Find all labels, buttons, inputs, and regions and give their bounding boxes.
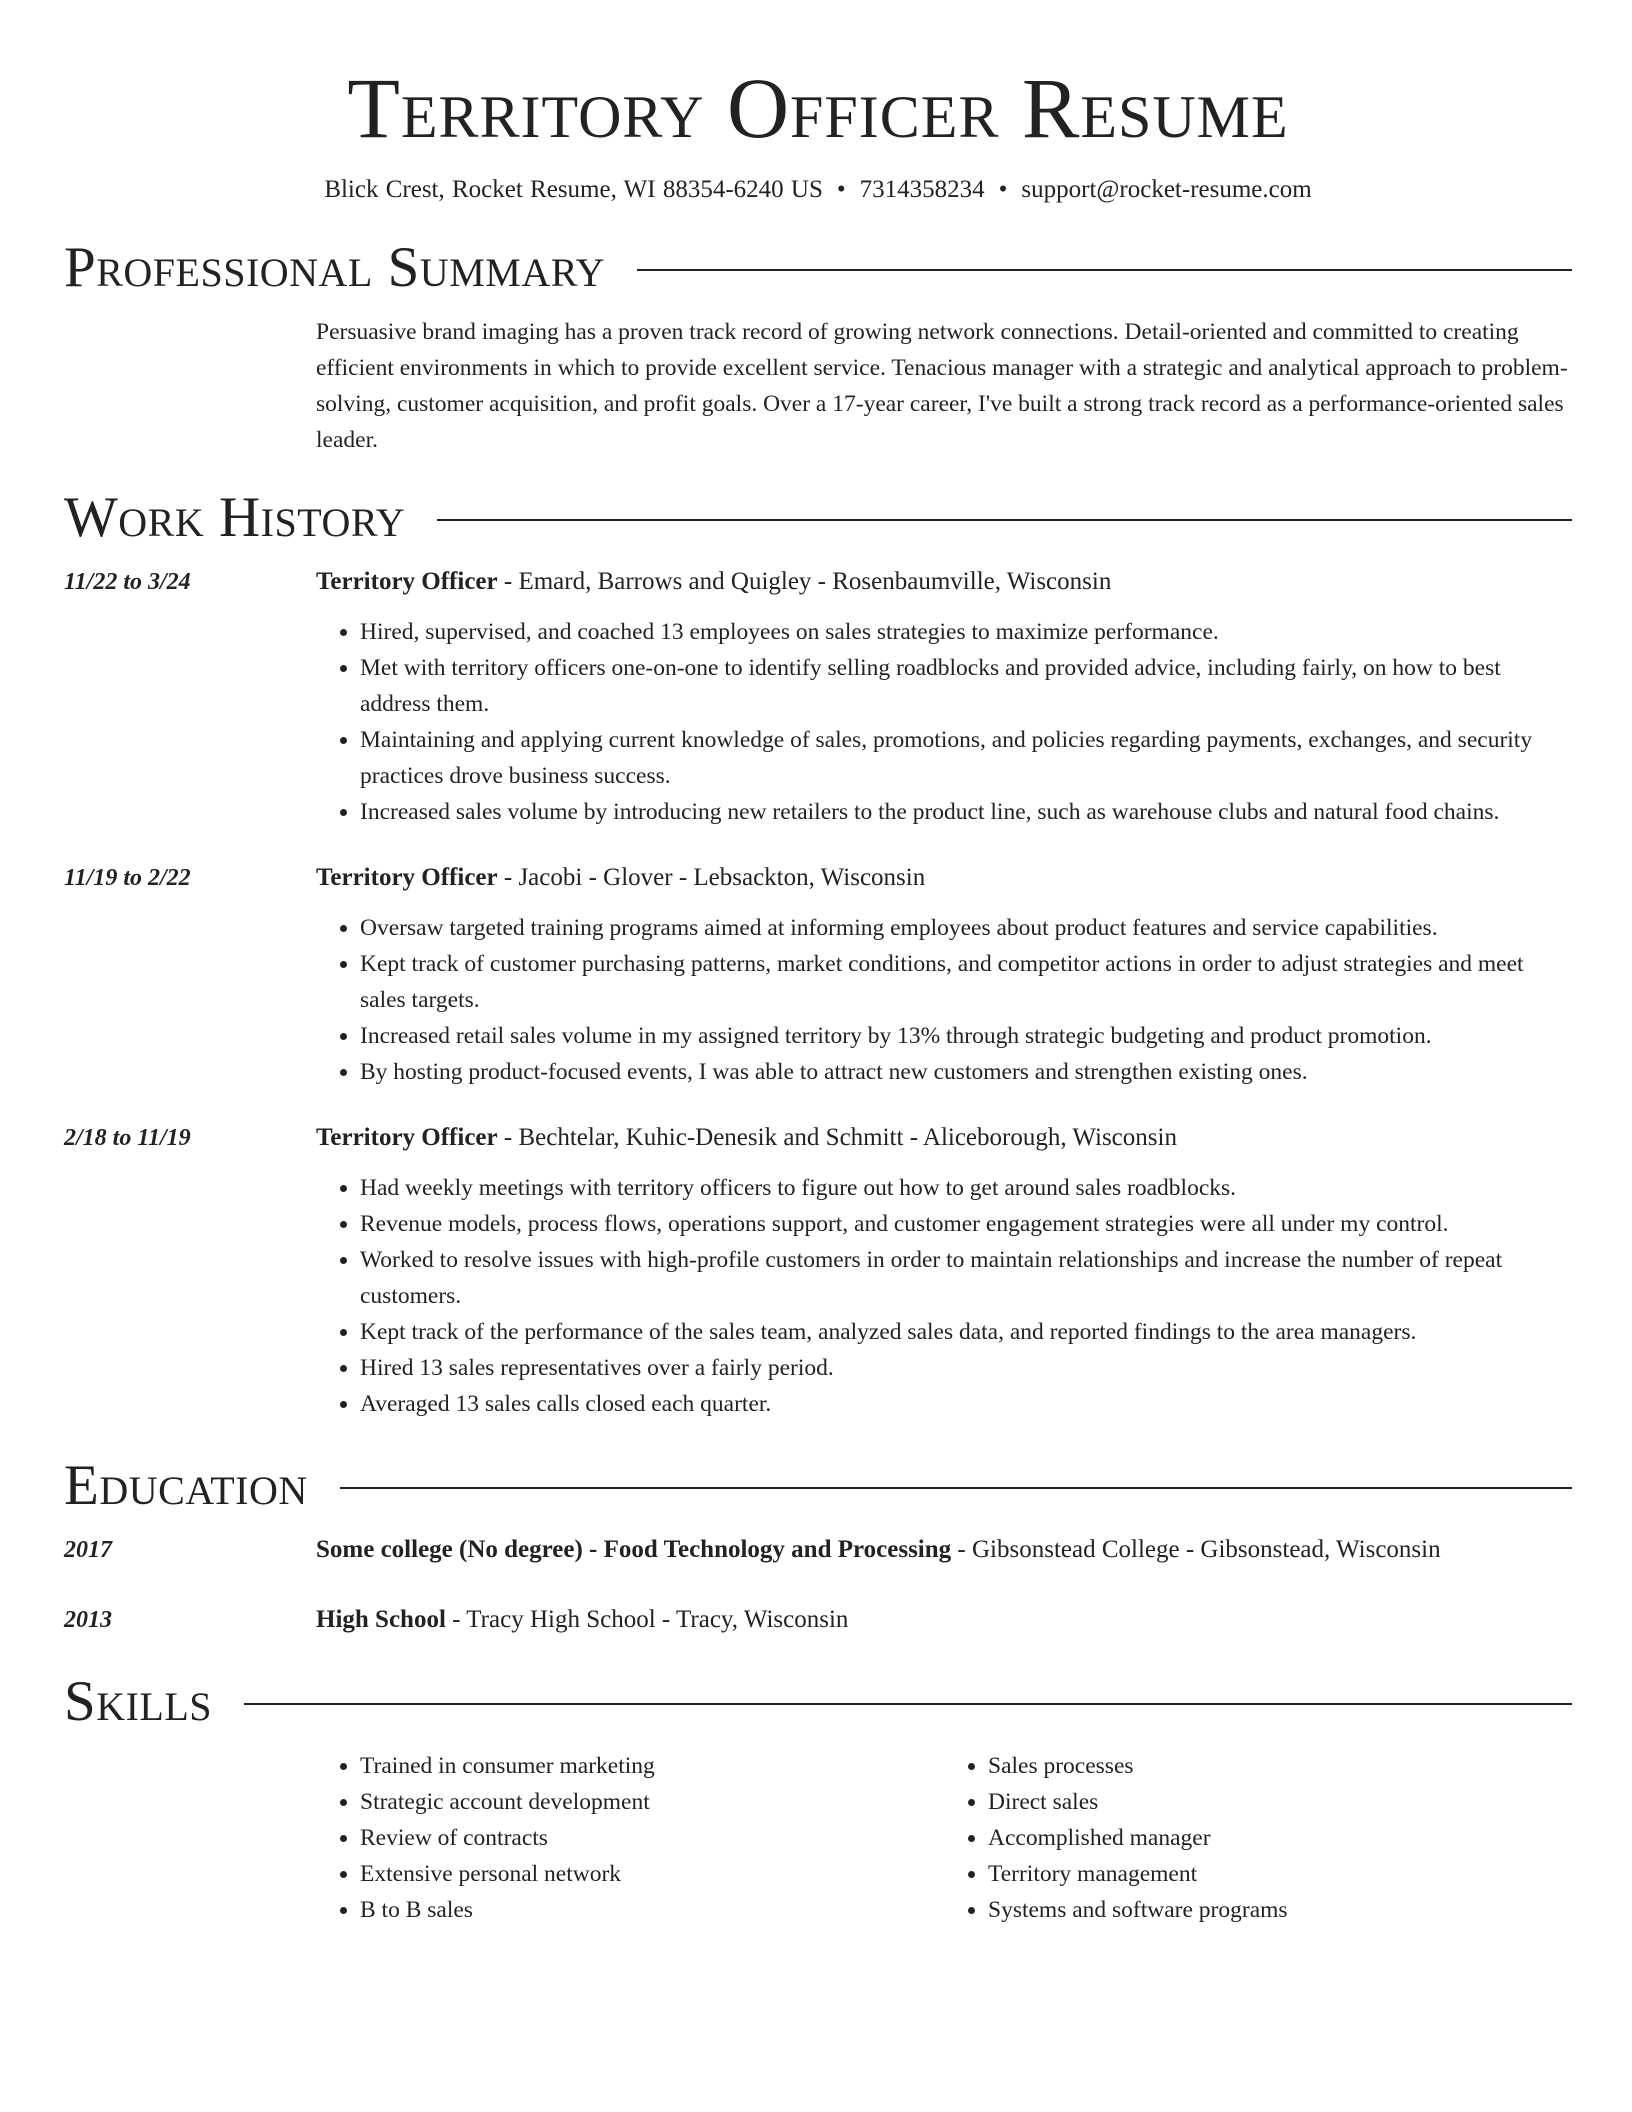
- job-bullet: • Kept track of the performance of the sales team, analyzed sales data, and reported findings to the area managers.: [360, 1314, 1572, 1350]
- job-headline: [316, 564, 1572, 600]
- job-details: - Emard, Barrows and Quigley - Rosenbaumville, Wisconsin: [497, 568, 1112, 595]
- job-body: [316, 564, 1572, 830]
- skill-item: • B to B sales: [360, 1892, 944, 1928]
- job-bullet: • Had weekly meetings with territory officers to figure out how to get around sales roadblocks.: [360, 1170, 1572, 1206]
- summary-text: Persuasive brand imaging has a proven track record of growing network connections. Detail-oriented and committed to creating efficient environments in which to provide excellent service. Tenacious manager with a strategic and analytical approach to problem-solving, customer acquisition, and profit goals. Over a 17-year career, I've built a strong track record as a performance-oriented sales leader.: [316, 319, 1568, 453]
- section-divider: [637, 269, 1572, 271]
- section-divider: [437, 519, 1572, 521]
- section-header: [64, 1670, 1572, 1734]
- resume-title: Territory Officer Resume: [347, 60, 1289, 156]
- contact-separator: •: [998, 176, 1008, 203]
- section-title: Work History: [64, 486, 406, 549]
- section-title: Skills: [64, 1670, 213, 1733]
- job-entry: [64, 1120, 1572, 1422]
- contact-separator: •: [836, 176, 846, 203]
- skill-item: • Extensive personal network: [360, 1856, 944, 1892]
- skill-item: • Territory management: [988, 1856, 1572, 1892]
- section-divider: [340, 1487, 1572, 1489]
- education-year: 2013: [64, 1607, 112, 1633]
- job-entry: [64, 860, 1572, 1090]
- job-bullets: [316, 1170, 1572, 1422]
- section-divider: [244, 1703, 1572, 1705]
- education-degree: High School: [316, 1606, 446, 1633]
- job-bullet: • Averaged 13 sales calls closed each quarter.: [360, 1386, 1572, 1422]
- skill-item: • Accomplished manager: [988, 1820, 1572, 1856]
- section-header: [64, 486, 1572, 550]
- education-degree: Some college (No degree) - Food Technology and Processing: [316, 1536, 952, 1563]
- job-bullets: [316, 614, 1572, 830]
- job-bullet: • Worked to resolve issues with high-profile customers in order to maintain relationships and increase the number of repeat customers.: [360, 1242, 1572, 1314]
- job-dates: 11/22 to 3/24: [64, 569, 191, 595]
- job-bullet: • Oversaw targeted training programs aimed at informing employees about product features and service capabilities.: [360, 910, 1572, 946]
- education-entry: [64, 1602, 1572, 1638]
- education-headline: [316, 1602, 848, 1638]
- job-bullet: • Kept track of customer purchasing patterns, market conditions, and competitor actions in order to adjust strategies and meet sales targets.: [360, 946, 1572, 1018]
- job-dates: 11/19 to 2/22: [64, 865, 191, 891]
- skills-section: [64, 1670, 1572, 1928]
- resume-header: [64, 60, 1572, 206]
- skill-item: • Trained in consumer marketing: [360, 1748, 944, 1784]
- contact-address: Blick Crest, Rocket Resume, WI 88354-6240 US: [324, 176, 823, 203]
- job-bullet: • Hired, supervised, and coached 13 employees on sales strategies to maximize performance.: [360, 614, 1572, 650]
- job-body: [316, 1120, 1572, 1422]
- job-bullet: • Increased retail sales volume in my assigned territory by 13% through strategic budgeting and product promotion.: [360, 1018, 1572, 1054]
- job-details: - Jacobi - Glover - Lebsackton, Wisconsin: [497, 864, 926, 891]
- job-bullet: • Maintaining and applying current knowledge of sales, promotions, and policies regarding payments, exchanges, and security practices drove business success.: [360, 722, 1572, 794]
- skills-columns: [316, 1748, 1572, 1928]
- job-title: Territory Officer: [316, 864, 498, 891]
- skill-item: • Strategic account development: [360, 1784, 944, 1820]
- job-details: - Bechtelar, Kuhic-Denesik and Schmitt - Aliceborough, Wisconsin: [497, 1124, 1177, 1151]
- education-details: - Gibsonstead College - Gibsonstead, Wisconsin: [951, 1536, 1441, 1563]
- job-entry: [64, 564, 1572, 830]
- section-title: Professional Summary: [64, 236, 606, 299]
- section-header: [64, 1454, 1572, 1518]
- skill-item: • Sales processes: [988, 1748, 1572, 1784]
- education-year: 2017: [64, 1537, 112, 1563]
- job-bullet: • Revenue models, process flows, operations support, and customer engagement strategies were all under my control.: [360, 1206, 1572, 1242]
- education-details: - Tracy High School - Tracy, Wisconsin: [445, 1606, 849, 1633]
- job-bullet: • Increased sales volume by introducing new retailers to the product line, such as warehouse clubs and natural food chains.: [360, 794, 1572, 830]
- education-headline: [316, 1532, 1441, 1568]
- job-bullets: [316, 910, 1572, 1090]
- section-title: Education: [64, 1454, 308, 1517]
- professional-summary-section: [64, 236, 1572, 458]
- skills-column-right: [944, 1748, 1572, 1928]
- skill-item: • Systems and software programs: [988, 1892, 1572, 1928]
- job-dates: 2/18 to 11/19: [64, 1125, 191, 1151]
- resume-page: [64, 0, 1572, 1928]
- job-title: Territory Officer: [316, 568, 498, 595]
- job-bullet: • By hosting product-focused events, I was able to attract new customers and strengthen existing ones.: [360, 1054, 1572, 1090]
- skill-item: • Review of contracts: [360, 1820, 944, 1856]
- skills-column-left: [316, 1748, 944, 1928]
- job-body: [316, 860, 1572, 1090]
- contact-email: support@rocket-resume.com: [1021, 176, 1312, 203]
- education-section: [64, 1454, 1572, 1638]
- skill-item: • Direct sales: [988, 1784, 1572, 1820]
- contact-line: [64, 174, 1572, 206]
- contact-phone: 7314358234: [859, 176, 985, 203]
- job-title: Territory Officer: [316, 1124, 498, 1151]
- job-headline: [316, 860, 1572, 896]
- education-entry: [64, 1532, 1572, 1568]
- work-history-section: [64, 486, 1572, 1422]
- job-headline: [316, 1120, 1572, 1156]
- section-header: [64, 236, 1572, 300]
- job-bullet: • Met with territory officers one-on-one to identify selling roadblocks and provided advice, including fairly, on how to best address them.: [360, 650, 1572, 722]
- job-bullet: • Hired 13 sales representatives over a fairly period.: [360, 1350, 1572, 1386]
